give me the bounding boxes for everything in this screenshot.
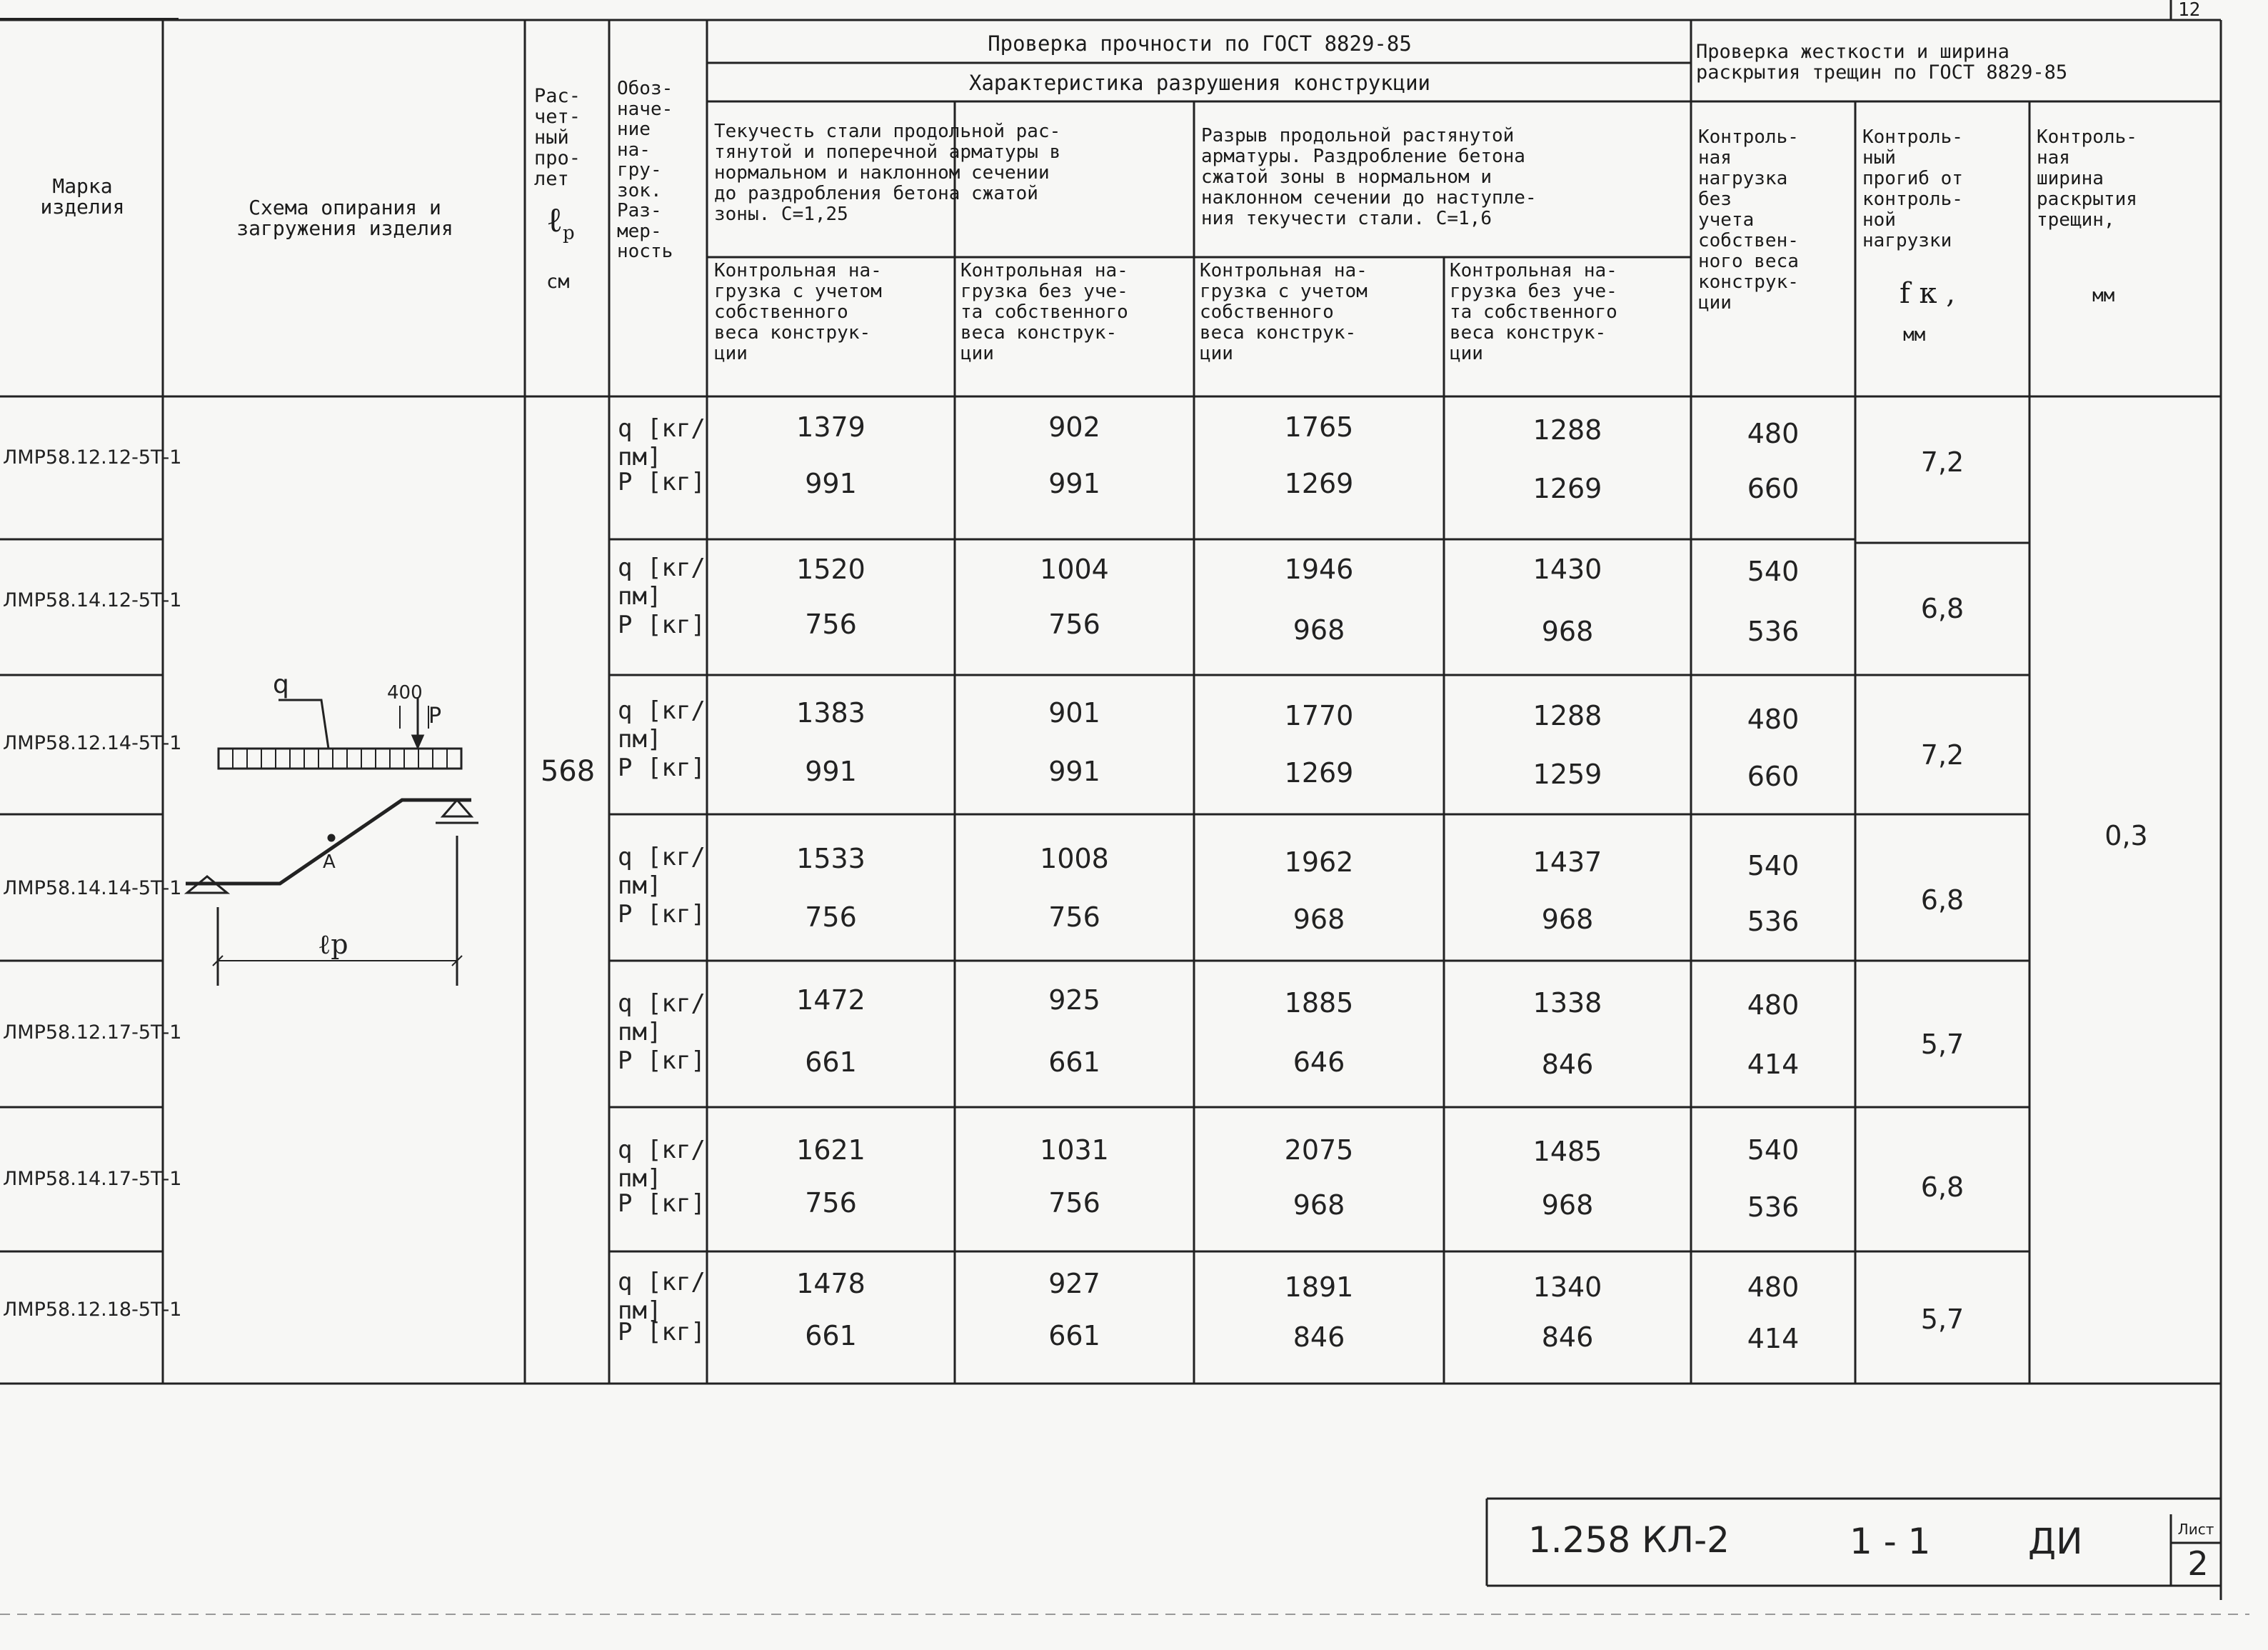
- row-6-control-q: 540: [1747, 1134, 1800, 1166]
- row-6-q-unit: q [кг/пм]: [618, 1136, 706, 1193]
- row-2-p-yield-without: 756: [1048, 609, 1100, 640]
- q-leader: [279, 700, 328, 749]
- loading-scheme-diagram: [186, 664, 500, 993]
- header-yield-group: Текучесть стали продольной рас- тянутой и поперечной арматуры в нормальном и наклонном сечении до раздробления бетона сжатой зоны. С=1,25: [714, 121, 1061, 225]
- row-1-p-yield-without: 991: [1048, 468, 1100, 499]
- row-7-control-q: 480: [1747, 1271, 1800, 1303]
- dim-label: 400: [387, 682, 423, 704]
- row-2-q-yield-with: 1520: [796, 554, 865, 585]
- row-7-q-yield-with: 1478: [796, 1268, 865, 1299]
- header-span-symbol: [546, 200, 607, 243]
- right-support: [443, 800, 471, 816]
- row-3-control-q: 480: [1747, 704, 1800, 735]
- span-value: 568: [540, 755, 596, 788]
- row-4-p-rupture-without: 968: [1541, 904, 1594, 935]
- header-mark: Марка изделия: [40, 174, 125, 219]
- row-6-q-rupture-with: 2075: [1284, 1134, 1354, 1166]
- row-3-q-yield-with: 1383: [796, 697, 865, 729]
- point-a-label: A: [323, 851, 336, 873]
- row-4-q-unit: q [кг/пм]: [618, 843, 706, 900]
- row-7-p-yield-without: 661: [1048, 1320, 1100, 1351]
- title-block-sheet-number: 2: [2187, 1544, 2209, 1583]
- row-2-control-q: 540: [1747, 556, 1800, 587]
- row-7-deflection: 5,7: [1920, 1304, 1965, 1335]
- header-rupture-group: Разрыв продольной растянутой арматуры. Раздробление бетона сжатой зоны в нормальном и наклонном сечении до наступле- ния текучести стали. С=1,6: [1201, 125, 1537, 229]
- row-1-p-yield-with: 991: [805, 468, 857, 499]
- row-4-p-yield-with: 756: [805, 901, 857, 933]
- row-4-p-unit: P [кг]: [618, 900, 706, 929]
- title-block-issue: 1 - 1: [1850, 1521, 1931, 1562]
- row-2-p-yield-with: 756: [805, 609, 857, 640]
- distributed-load-band: [219, 749, 461, 769]
- row-7-control-p: 414: [1747, 1323, 1800, 1354]
- row-6-mark: ЛМР58.14.17-5Т-1: [3, 1168, 182, 1190]
- row-1-mark: ЛМР58.12.12-5Т-1: [3, 446, 182, 469]
- row-2-deflection: 6,8: [1920, 593, 1965, 624]
- row-1-p-unit: P [кг]: [618, 468, 706, 496]
- row-1-q-unit: q [кг/пм]: [618, 414, 706, 471]
- row-3-p-yield-without: 991: [1048, 756, 1100, 787]
- row-6-p-yield-without: 756: [1048, 1187, 1100, 1219]
- header-rupture-with-weight: Контрольная на- грузка с учетом собственного веса конструк- ции: [1200, 260, 1368, 364]
- row-6-q-yield-without: 1031: [1040, 1134, 1109, 1166]
- header-designation: Обоз- наче- ние на- гру- зок. Раз- мер- ность: [617, 78, 673, 262]
- row-5-p-rupture-without: 846: [1541, 1049, 1594, 1080]
- row-2-q-yield-without: 1004: [1040, 554, 1109, 585]
- row-7-p-unit: P [кг]: [618, 1318, 706, 1346]
- row-3-mark: ЛМР58.12.14-5Т-1: [3, 732, 182, 754]
- row-1-p-rupture-with: 1269: [1284, 468, 1354, 499]
- row-5-p-yield-with: 661: [805, 1046, 857, 1078]
- header-crack-width: Контроль- ная ширина раскрытия трещин,: [2037, 126, 2137, 231]
- row-4-control-p: 536: [1747, 906, 1800, 937]
- row-6-deflection: 6,8: [1920, 1171, 1965, 1203]
- title-block-code: 1.258 КЛ-2: [1528, 1519, 1730, 1561]
- row-5-q-yield-with: 1472: [796, 984, 865, 1016]
- row-4-q-yield-with: 1533: [796, 843, 865, 874]
- row-3-p-rupture-without: 1259: [1532, 759, 1602, 790]
- header-rupture-without-weight: Контрольная на- грузка без уче- та собственного веса конструк- ции: [1450, 260, 1617, 364]
- row-7-q-rupture-without: 1340: [1532, 1271, 1602, 1303]
- title-block-type: ДИ: [2028, 1521, 2083, 1562]
- row-6-p-rupture-without: 968: [1541, 1189, 1594, 1221]
- header-yield-without-weight: Контрольная на- грузка без уче- та собственного веса конструк- ции: [960, 260, 1128, 364]
- row-7-p-rupture-with: 846: [1293, 1321, 1345, 1353]
- row-5-q-rupture-without: 1338: [1532, 987, 1602, 1019]
- row-1-deflection: 7,2: [1920, 446, 1965, 478]
- header-deflection-symbol: f к ,: [1900, 277, 1955, 310]
- row-4-p-rupture-with: 968: [1293, 904, 1345, 935]
- row-3-deflection: 7,2: [1920, 739, 1965, 771]
- row-3-p-unit: P [кг]: [618, 754, 706, 782]
- row-7-q-unit: q [кг/пм]: [618, 1268, 706, 1325]
- row-6-p-rupture-with: 968: [1293, 1189, 1345, 1221]
- q-label: q: [273, 670, 289, 699]
- row-7-q-rupture-with: 1891: [1284, 1271, 1354, 1303]
- row-5-control-p: 414: [1747, 1049, 1800, 1080]
- row-4-q-rupture-with: 1962: [1284, 846, 1354, 878]
- header-stiffness-title: Проверка жесткости и ширина раскрытия трещин по ГОСТ 8829-85: [1696, 41, 2068, 84]
- row-2-q-unit: q [кг/пм]: [618, 554, 706, 611]
- header-control-deflection: Контроль- ный прогиб от контроль- ной нагрузки: [1862, 126, 1963, 251]
- row-5-p-yield-without: 661: [1048, 1046, 1100, 1078]
- row-2-control-p: 536: [1747, 616, 1800, 647]
- row-1-q-yield-with: 1379: [796, 411, 865, 443]
- row-2-p-unit: P [кг]: [618, 611, 706, 639]
- row-4-p-yield-without: 756: [1048, 901, 1100, 933]
- p-label: P: [428, 704, 442, 729]
- header-yield-with-weight: Контрольная на- грузка с учетом собственного веса конструк- ции: [714, 260, 882, 364]
- row-3-q-unit: q [кг/пм]: [618, 696, 706, 754]
- span-symbol: ℓ: [546, 200, 563, 240]
- span-symbol-sub: р: [563, 222, 575, 244]
- row-2-p-rupture-with: 968: [1293, 614, 1345, 646]
- header-strength-title: Проверка прочности по ГОСТ 8829-85: [988, 31, 1412, 56]
- header-destruction-title: Характеристика разрушения конструкции: [968, 70, 1430, 95]
- row-3-control-p: 660: [1747, 761, 1800, 792]
- row-7-p-rupture-without: 846: [1541, 1321, 1594, 1353]
- row-2-q-rupture-without: 1430: [1532, 554, 1602, 585]
- row-2-p-rupture-without: 968: [1541, 616, 1594, 647]
- page-number: 12: [2178, 0, 2201, 21]
- span-dimension-label: ℓр: [318, 929, 348, 960]
- header-control-load: Контроль- ная нагрузка без учета собствен- ного веса конструк- ции: [1698, 126, 1799, 314]
- row-1-control-p: 660: [1747, 473, 1800, 504]
- header-crack-unit: мм: [2092, 285, 2115, 306]
- row-6-p-unit: P [кг]: [618, 1189, 706, 1218]
- title-block-sheet-label: Лист: [2177, 1521, 2214, 1538]
- row-3-p-yield-with: 991: [805, 756, 857, 787]
- row-5-mark: ЛМР58.12.17-5Т-1: [3, 1021, 182, 1044]
- row-1-q-rupture-without: 1288: [1532, 414, 1602, 446]
- row-5-p-rupture-with: 646: [1293, 1046, 1345, 1078]
- row-5-deflection: 5,7: [1920, 1029, 1965, 1060]
- row-5-q-unit: q [кг/пм]: [618, 989, 706, 1046]
- row-7-q-yield-without: 927: [1048, 1268, 1100, 1299]
- crack-width-value: 0,3: [2104, 820, 2148, 851]
- row-5-q-yield-without: 925: [1048, 984, 1100, 1016]
- row-6-control-p: 536: [1747, 1191, 1800, 1223]
- row-1-p-rupture-without: 1269: [1532, 473, 1602, 504]
- row-1-q-yield-without: 902: [1048, 411, 1100, 443]
- row-4-control-q: 540: [1747, 850, 1800, 881]
- header-scheme: Схема опирания и загружения изделия: [236, 196, 453, 240]
- row-3-q-rupture-with: 1770: [1284, 700, 1354, 731]
- row-3-q-rupture-without: 1288: [1532, 700, 1602, 731]
- row-3-q-yield-without: 901: [1048, 697, 1100, 729]
- row-5-control-q: 480: [1747, 989, 1800, 1021]
- row-5-q-rupture-with: 1885: [1284, 987, 1354, 1019]
- row-4-q-yield-without: 1008: [1040, 843, 1109, 874]
- row-3-p-rupture-with: 1269: [1284, 757, 1354, 789]
- row-1-q-rupture-with: 1765: [1284, 411, 1354, 443]
- row-6-q-rupture-without: 1485: [1532, 1136, 1602, 1167]
- row-7-p-yield-with: 661: [805, 1320, 857, 1351]
- row-2-mark: ЛМР58.14.12-5Т-1: [3, 589, 182, 611]
- distributed-load-ticks: [233, 749, 447, 769]
- row-2-q-rupture-with: 1946: [1284, 554, 1354, 585]
- row-6-q-yield-with: 1621: [796, 1134, 865, 1166]
- row-4-deflection: 6,8: [1920, 884, 1965, 916]
- row-6-p-yield-with: 756: [805, 1187, 857, 1219]
- header-deflection-unit: мм: [1903, 324, 1926, 346]
- header-span: Рас- чет- ный про- лет: [534, 85, 581, 190]
- header-span-unit: см: [546, 271, 570, 293]
- row-5-p-unit: P [кг]: [618, 1046, 706, 1075]
- row-4-mark: ЛМР58.14.14-5Т-1: [3, 877, 182, 899]
- row-4-q-rupture-without: 1437: [1532, 846, 1602, 878]
- row-1-control-q: 480: [1747, 418, 1800, 449]
- row-7-mark: ЛМР58.12.18-5Т-1: [3, 1299, 182, 1321]
